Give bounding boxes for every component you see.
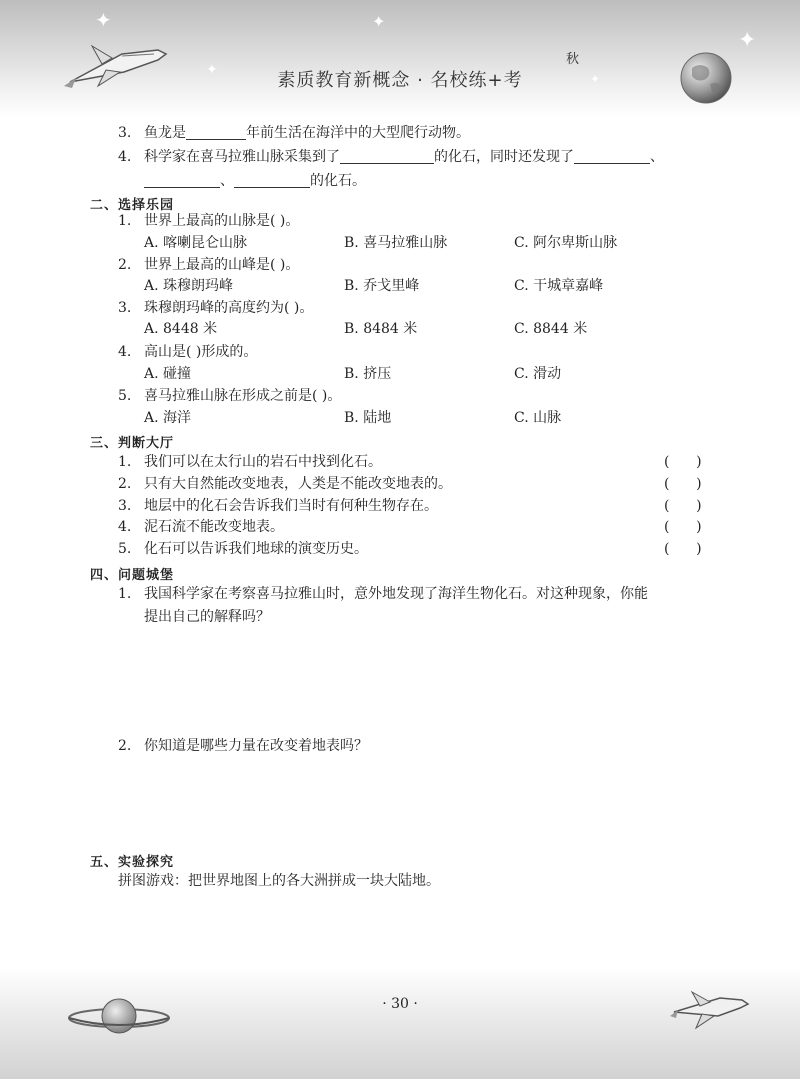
option-b[interactable]: B. 喜马拉雅山脉 [344,235,448,251]
judge-answer-box[interactable]: ( ) [664,454,702,470]
judge-item-3: 3. 地层中的化石会告诉我们当时有何种生物存在。 [118,498,438,514]
choice-question-3: 3. 珠穆朗玛峰的高度约为( )。 [118,300,314,316]
sparkle-icon: ✦ [95,8,112,32]
answer-blank[interactable] [144,173,220,188]
judge-item-5: 5. 化石可以告诉我们地球的演变历史。 [118,541,368,557]
judge-answer-box[interactable]: ( ) [664,541,702,557]
season-label: 秋 [566,52,580,67]
question-fill-4: 4. 科学家在喜马拉雅山脉采集到了 的化石，同时还发现了 、 [118,149,664,165]
question-fill-4-cont: 、 的化石。 [144,172,366,190]
option-b[interactable]: B. 陆地 [344,410,392,426]
question-fill-3: 3. 鱼龙是 年前生活在海洋中的大型爬行动物。 [118,125,470,141]
answer-blank[interactable] [186,125,246,140]
saturn-icon [64,992,174,1042]
answer-area[interactable] [144,760,704,844]
option-b[interactable]: B. 8484 米 [344,321,418,337]
open-question-1: 1. 我国科学家在考察喜马拉雅山时，意外地发现了海洋生物化石。对这种现象，你能 [118,586,648,602]
section-title-choice: 二、选择乐园 [90,198,175,213]
option-c[interactable]: C. 8844 米 [514,321,588,337]
option-c[interactable]: C. 干城章嘉峰 [514,278,604,294]
choice-question-4: 4. 高山是( )形成的。 [118,344,258,360]
judge-answer-box[interactable]: ( ) [664,519,702,535]
open-question-1-cont: 提出自己的解释吗？ [144,609,270,625]
option-a[interactable]: A. 碰撞 [144,366,192,382]
page-number: · 30 · [382,996,418,1012]
judge-item-2: 2. 只有大自然能改变地表，人类是不能改变地表的。 [118,476,452,492]
section-title-judge: 三、判断大厅 [90,436,175,451]
answer-blank[interactable] [574,149,650,164]
choice-question-1: 1. 世界上最高的山脉是( )。 [118,213,300,229]
section-title-questions: 四、问题城堡 [90,568,175,583]
answer-blank[interactable] [340,149,434,164]
option-a[interactable]: A. 海洋 [144,410,192,426]
option-a[interactable]: A. 珠穆朗玛峰 [144,278,234,294]
option-b[interactable]: B. 挤压 [344,366,392,382]
answer-blank[interactable] [234,173,310,188]
open-question-2: 2. 你知道是哪些力量在改变着地表吗？ [118,738,368,754]
option-b[interactable]: B. 乔戈里峰 [344,278,420,294]
section-title-experiment: 五、实验探究 [90,855,175,870]
judge-answer-box[interactable]: ( ) [664,498,702,514]
option-a[interactable]: A. 8448 米 [144,321,218,337]
answer-area[interactable] [144,632,704,732]
sparkle-icon: ✦ [738,28,757,53]
sparkle-icon: ✦ [590,72,601,86]
page-header-title: 素质教育新概念 · 名校练+考 [277,70,523,91]
sparkle-icon: ✦ [206,62,218,78]
option-c[interactable]: C. 山脉 [514,410,562,426]
judge-answer-box[interactable]: ( ) [664,476,702,492]
choice-question-5: 5. 喜马拉雅山脉在形成之前是( )。 [118,388,342,404]
choice-question-2: 2. 世界上最高的山峰是( )。 [118,257,300,273]
space-shuttle-icon [670,988,750,1032]
experiment-text: 拼图游戏：把世界地图上的各大洲拼成一块大陆地。 [118,873,440,889]
sparkle-icon: ✦ [372,12,386,31]
judge-item-1: 1. 我们可以在太行山的岩石中找到化石。 [118,454,382,470]
option-c[interactable]: C. 滑动 [514,366,562,382]
option-a[interactable]: A. 喀喇昆仑山脉 [144,235,248,251]
option-c[interactable]: C. 阿尔卑斯山脉 [514,235,618,251]
judge-item-4: 4. 泥石流不能改变地表。 [118,519,284,535]
